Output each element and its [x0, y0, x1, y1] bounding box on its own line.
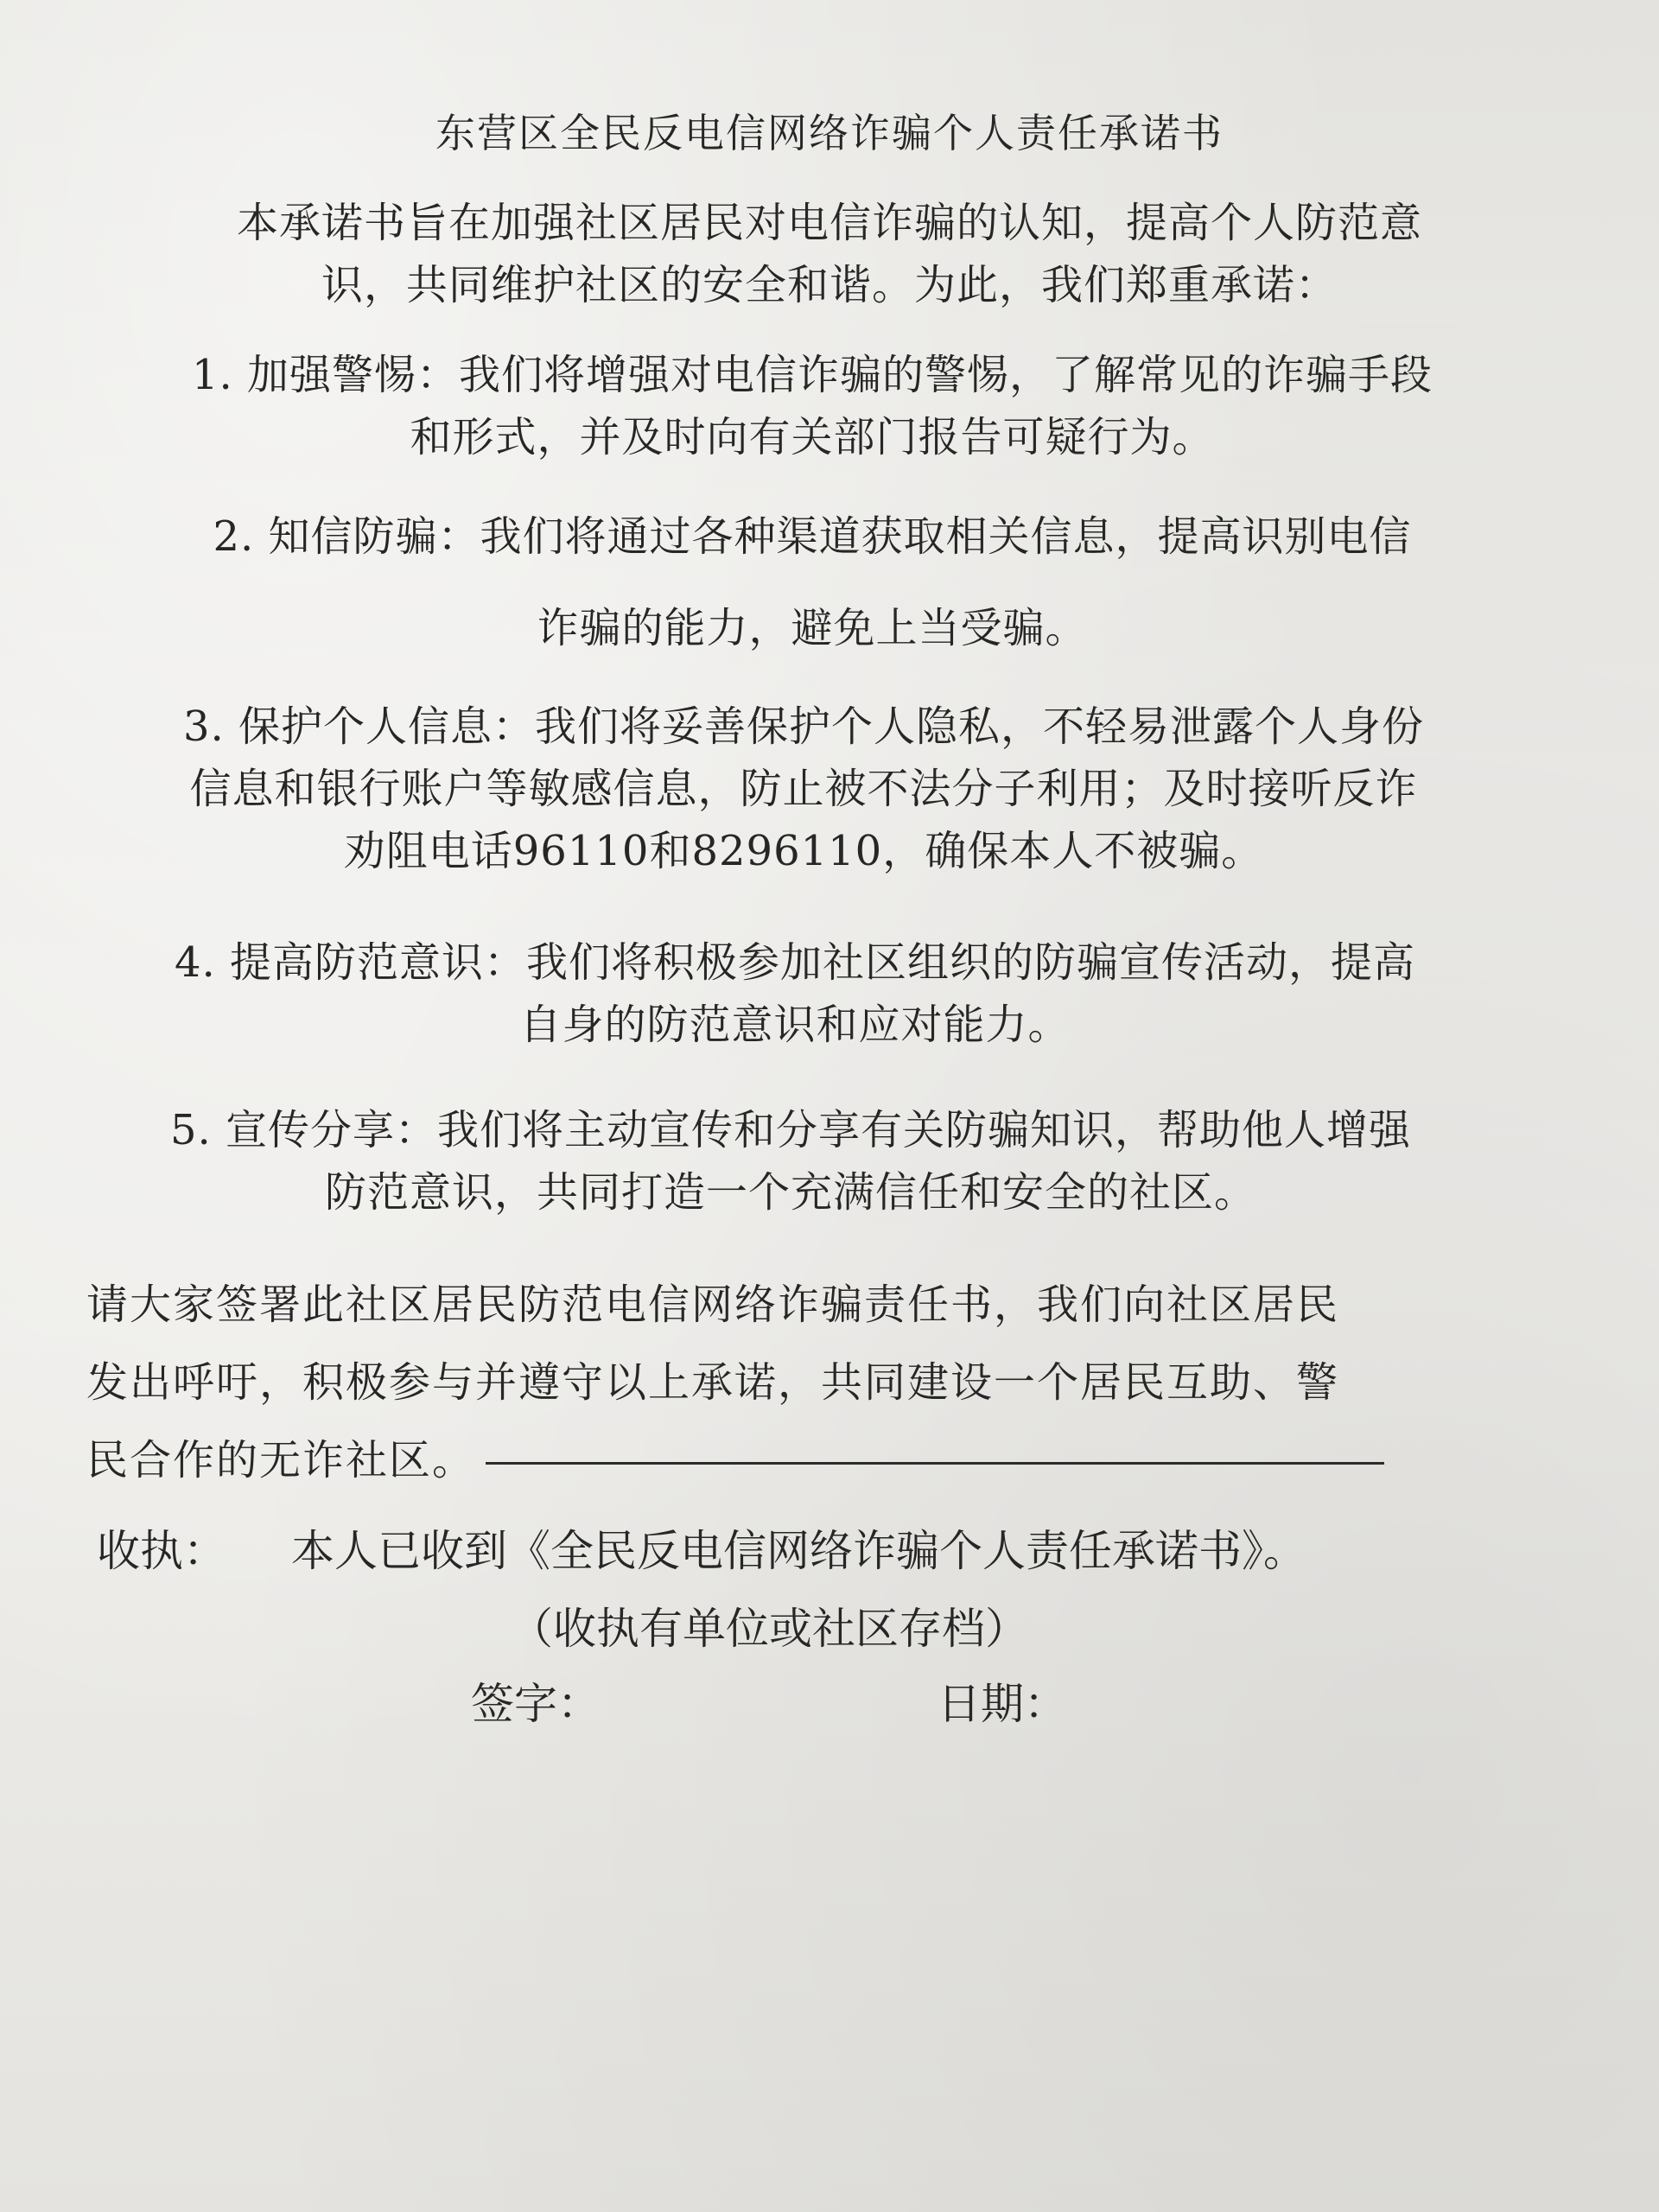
closing-line: 请大家签署此社区居民防范电信网络诈骗责任书，我们向社区居民	[86, 1281, 1340, 1329]
pledge-line: 3. 保护个人信息：我们将妥善保护个人隐私，不轻易泄露个人身份	[182, 702, 1425, 751]
intro-line: 识，共同维护社区的安全和谐。为此，我们郑重承诺：	[321, 261, 1338, 309]
document-title: 东营区全民反电信网络诈骗个人责任承诺书	[435, 110, 1224, 156]
pledge-line: 信息和银行账户等敏感信息，防止被不法分子利用；及时接听反诈	[189, 765, 1418, 813]
cut-line-divider	[486, 1462, 1384, 1465]
signature-label: 签字：	[471, 1679, 601, 1729]
pledge-line: 自身的防范意识和应对能力。	[519, 1001, 1071, 1049]
closing-paragraph	[86, 1266, 1469, 1499]
pledge-line: 5. 宣传分享：我们将主动宣传和分享有关防骗知识，帮助他人增强	[169, 1106, 1412, 1154]
pledge-item-4	[121, 931, 1469, 1056]
intro-paragraph	[173, 192, 1486, 316]
pledge-line: 劝阻电话96110和8296110，确保本人不被骗。	[343, 827, 1264, 875]
pledge-item-3	[130, 696, 1478, 882]
pledge-line: 4. 提高防范意识：我们将积极参加社区组织的防骗宣传活动，提高	[174, 938, 1416, 987]
closing-line-last	[86, 1421, 1469, 1499]
receipt-row	[97, 1516, 1479, 1586]
closing-text: 民合作的无诈社区。	[86, 1436, 476, 1484]
receipt-note: （收执有单位或社区存档）	[510, 1604, 1028, 1654]
receipt-text: 本人已收到《全民反电信网络诈骗个人责任承诺书》。	[291, 1526, 1306, 1576]
pledge-line: 2. 知信防骗：我们将通过各种渠道获取相关信息，提高识别电信	[213, 512, 1412, 561]
pledge-line: 1. 加强警惕：我们将增强对电信诈骗的警惕，了解常见的诈骗手段	[191, 351, 1433, 399]
receipt-label: 收执：	[97, 1526, 226, 1576]
intro-line: 本承诺书旨在加强社区居民对电信诈骗的认知，提高个人防范意	[236, 199, 1422, 247]
pledge-line: 和形式，并及时向有关部门报告可疑行为。	[410, 413, 1215, 461]
pledge-item-1	[147, 344, 1478, 468]
pledge-item-2	[156, 505, 1469, 659]
date-label: 日期：	[938, 1679, 1067, 1729]
pledge-item-5	[104, 1099, 1478, 1224]
closing-line: 发出呼吁，积极参与并遵守以上承诺，共同建设一个居民互助、警	[86, 1358, 1340, 1407]
pledge-line: 防范意识，共同打造一个充满信任和安全的社区。	[324, 1168, 1256, 1217]
pledge-line: 诈骗的能力，避免上当受骗。	[537, 604, 1088, 652]
